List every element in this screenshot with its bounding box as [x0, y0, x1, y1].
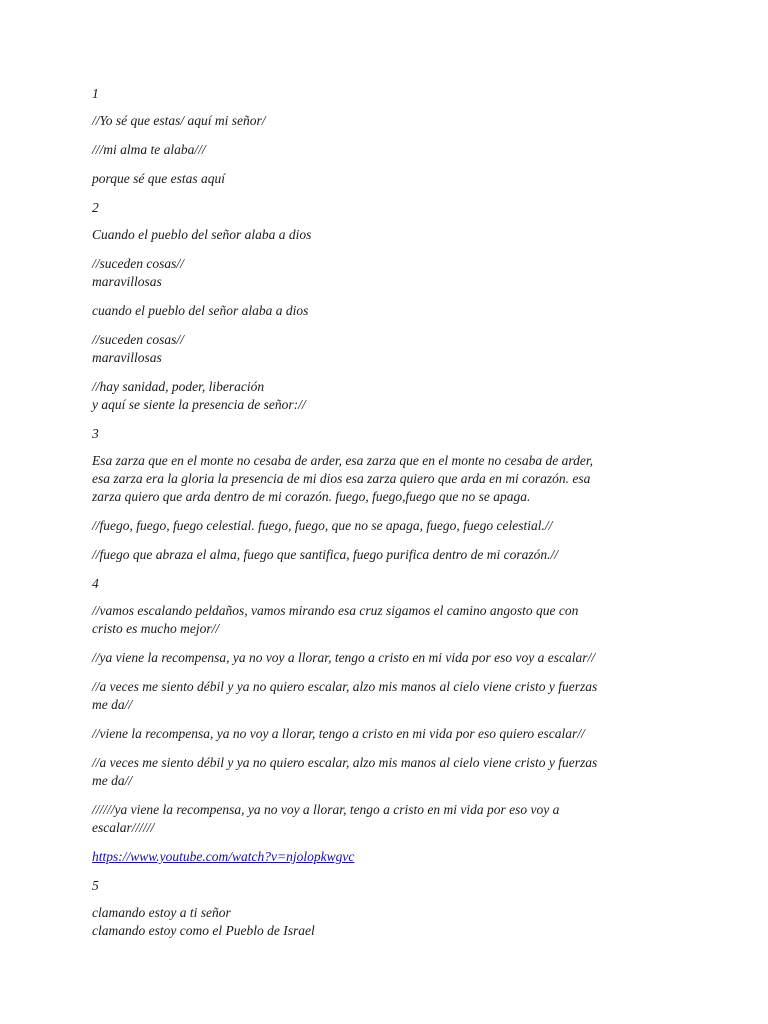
song3-paragraph-2: //fuego, fuego, fuego celestial. fuego, fuego, que no se apaga, fuego, fuego celestial.// — [92, 518, 553, 533]
song5-paragraph-1-line-1: clamando estoy a ti señor — [92, 905, 231, 920]
song-number-5: 5 — [92, 878, 99, 893]
song4-paragraph-4: //viene la recompensa, ya no voy a llorar, tengo a cristo en mi vida por eso quiero escalar// — [92, 726, 585, 741]
song3-paragraph-1-line-1: Esa zarza que en el monte no cesaba de arder, esa zarza que en el monte no cesaba de arder, — [92, 453, 594, 468]
song4-paragraph-3-line-2: me da// — [92, 697, 133, 712]
song4-paragraph-2: //ya viene la recompensa, ya no voy a llorar, tengo a cristo en mi vida por eso voy a escalar// — [92, 650, 596, 665]
song2-paragraph-3: cuando el pueblo del señor alaba a dios — [92, 303, 309, 318]
song-number-4: 4 — [92, 576, 99, 591]
song3-paragraph-1 — [92, 452, 692, 506]
document-page — [92, 85, 692, 951]
song1-line-1: //Yo sé que estas/ aquí mi señor/ — [92, 113, 266, 128]
song-number-2: 2 — [92, 200, 99, 215]
song4-paragraph-1-line-1: //vamos escalando peldaños, vamos mirando esa cruz sigamos el camino angosto que con — [92, 603, 579, 618]
song2-paragraph-4-line-1: //suceden cosas// — [92, 332, 184, 347]
song2-paragraph-1: Cuando el pueblo del señor alaba a dios — [92, 227, 312, 242]
youtube-link[interactable]: https://www.youtube.com/watch?v=njolopkwgvc — [92, 849, 355, 864]
song5-paragraph-1 — [92, 904, 692, 940]
song2-paragraph-2-line-2: maravillosas — [92, 274, 162, 289]
song4-paragraph-6-line-2: escalar////// — [92, 820, 155, 835]
song4-paragraph-3-line-1: //a veces me siento débil y ya no quiero escalar, alzo mis manos al cielo viene cristo y fuerzas — [92, 679, 598, 694]
song4-paragraph-5-line-2: me da// — [92, 773, 133, 788]
song4-paragraph-6 — [92, 801, 692, 837]
song3-paragraph-3: //fuego que abraza el alma, fuego que santifica, fuego purifica dentro de mi corazón.// — [92, 547, 558, 562]
song1-line-2: ///mi alma te alaba/// — [92, 142, 206, 157]
song-number-1: 1 — [92, 86, 99, 101]
song4-paragraph-5-line-1: //a veces me siento débil y ya no quiero escalar, alzo mis manos al cielo viene cristo y fuerzas — [92, 755, 598, 770]
song2-paragraph-5 — [92, 378, 692, 414]
song4-paragraph-5 — [92, 754, 692, 790]
song2-paragraph-2-line-1: //suceden cosas// — [92, 256, 184, 271]
song4-paragraph-1 — [92, 602, 692, 638]
song3-paragraph-1-line-3: zarza quiero que arda dentro de mi corazón. fuego, fuego,fuego que no se apaga. — [92, 489, 531, 504]
song2-paragraph-5-line-1: //hay sanidad, poder, liberación — [92, 379, 265, 394]
song2-paragraph-5-line-2: y aquí se siente la presencia de señor:// — [92, 397, 306, 412]
song4-paragraph-3 — [92, 678, 692, 714]
song1-line-3: porque sé que estas aquí — [92, 171, 225, 186]
song-number-3: 3 — [92, 426, 99, 441]
youtube-link-paragraph — [92, 848, 692, 866]
song2-paragraph-4-line-2: maravillosas — [92, 350, 162, 365]
song2-paragraph-2 — [92, 255, 692, 291]
song2-paragraph-4 — [92, 331, 692, 367]
song5-paragraph-1-line-2: clamando estoy como el Pueblo de Israel — [92, 923, 315, 938]
song3-paragraph-1-line-2: esa zarza era la gloria la presencia de mi dios esa zarza quiero que arda en mi corazón. esa — [92, 471, 591, 486]
song4-paragraph-6-line-1: //////ya viene la recompensa, ya no voy a llorar, tengo a cristo en mi vida por eso voy a — [92, 802, 560, 817]
song4-paragraph-1-line-2: cristo es mucho mejor// — [92, 621, 220, 636]
